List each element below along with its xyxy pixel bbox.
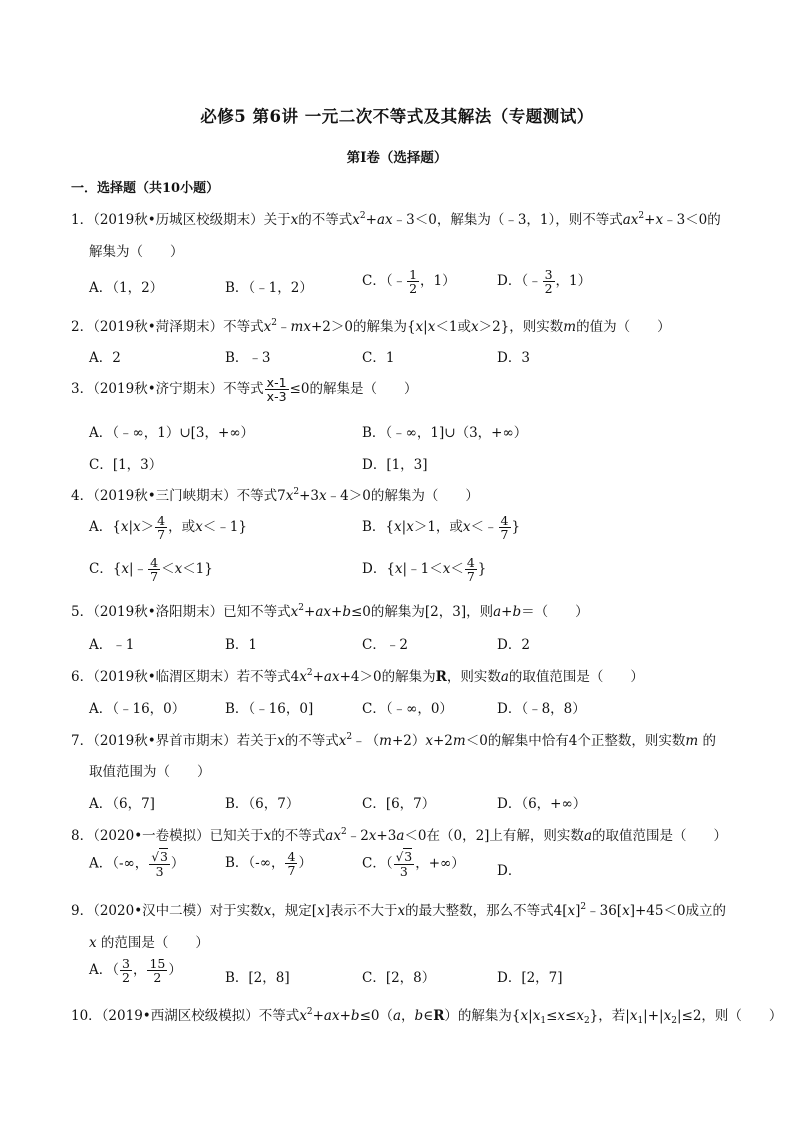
question-10: 10．（2019•西湖区校级模拟）不等式$x^2+ax+b\le 0(a$，b∈R）的解集为$\{x|x_1\le x\le x_2\}$，若$|x_1|+|x_2|\le 2$，则（ ） (71, 1007, 783, 1026)
q3-option-d[interactable]: D．[1，3] (362, 457, 428, 473)
q6-option-c[interactable]: C．（﹣∞，0） (362, 701, 453, 717)
q5-option-d[interactable]: D．2 (497, 637, 530, 653)
fraction: $\frac{4}{7}$ (466, 555, 475, 585)
q9-option-a[interactable]: A．（ $\frac{3}{2}$ ， $\frac{15}{2}$ ） (89, 956, 182, 986)
q5-option-c[interactable]: C．﹣2 (362, 637, 408, 653)
q1-option-a[interactable]: A．（1，2） (89, 280, 164, 296)
q8-option-c[interactable]: C．（ $\frac{√3}{3}$ ，+∞） (362, 849, 465, 879)
fraction: $\frac{15}{2}$ (149, 956, 166, 986)
question-5: 5．（2019秋•洛阳期末）已知不等式$x^2+ax+b\le 0$的解集为[2，3]，则a+b＝（ ） (71, 603, 589, 620)
question-1: 1．（2019秋•历城区校级期末）关于x的不等式$x^2+ax﹣3<0$，解集为（﹣3，1），则不等式$ax^2+x﹣3<0$的 (71, 211, 721, 228)
q7-option-d[interactable]: D．（6，+∞） (497, 796, 587, 812)
question-6: 6．（2019秋•临渭区期末）若不等式$4x^2+ax+4>0$的解集为R，则实数a的取值范围是（ ） (71, 668, 644, 685)
q2-option-a[interactable]: A．2 (89, 350, 121, 366)
q6-option-a[interactable]: A．（﹣16，0） (89, 701, 186, 717)
q3-option-c[interactable]: C．[1，3） (89, 457, 163, 473)
q7-option-b[interactable]: B．（6，7） (225, 796, 300, 812)
q9-option-c[interactable]: C．[2，8） (362, 970, 436, 986)
fraction: $\frac{√3}{3}$ (395, 849, 413, 879)
question-3: 3．（2019秋•济宁期末）不等式 $\frac{x-1}{x-3}$ ≤0的解集是（ ） (71, 375, 418, 405)
q4-option-c[interactable]: C．{x|﹣ $\frac{4}{7}$ ＜x＜1} (89, 555, 213, 585)
question-7: 7．（2019秋•界首市期末）若关于x的不等式$x^2﹣(m+2)x+2m<0$的解集中恰有4个正整数，则实数m 的 (71, 732, 717, 749)
q1-option-c[interactable]: C．（﹣ $\frac{1}{2}$ ，1） (362, 267, 456, 297)
fraction: $\frac{4}{7}$ (500, 513, 509, 543)
q4-option-a[interactable]: A．{x|x＞ $\frac{4}{7}$ ，或x＜﹣1} (89, 513, 247, 543)
question-1-line2: 解集为（ ） (89, 244, 184, 260)
q2-option-b[interactable]: B．﹣3 (225, 350, 271, 366)
q5-option-b[interactable]: B．1 (225, 637, 258, 653)
q4-option-d[interactable]: D．{x|﹣1＜x＜ $\frac{4}{7}$ } (362, 555, 487, 585)
q3-option-b[interactable]: B．（﹣∞，1]∪（3，+∞） (362, 425, 528, 441)
fraction: $\frac{√3}{3}$ (151, 849, 168, 879)
question-2: 2．（2019秋•菏泽期末）不等式$x^2﹣mx+2>0$的解集为{x|x＜1或x＞2}，则实数m的值为（ ） (71, 318, 671, 335)
section-heading: 一．选择题（共10小题） (71, 181, 220, 196)
question-9: 9．（2020•汉中二模）对于实数x，规定[x]表示不大于x的最大整数，那么不等式$4[x]^2﹣36[x]+45<0$成立的 (71, 902, 727, 919)
fraction: $\frac{1}{2}$ (409, 267, 418, 297)
fraction: $\frac{4}{7}$ (150, 555, 159, 585)
q4-option-b[interactable]: B．{x|x＞1，或x＜﹣ $\frac{4}{7}$ } (362, 513, 521, 543)
question-9-line2: x 的范围是（ ） (89, 935, 209, 951)
q7-option-c[interactable]: C．[6，7） (362, 796, 436, 812)
q8-option-b[interactable]: B．（-∞， $\frac{4}{7}$ ） (225, 849, 312, 879)
question-4: 4．（2019秋•三门峡期末）不等式$7x^2+3x﹣4>0$的解集为（ ） (71, 487, 479, 504)
q8-option-a[interactable]: A．（-∞， $\frac{√3}{3}$ ） (89, 849, 185, 879)
q3-option-a[interactable]: A．（﹣∞，1）∪[3，+∞） (89, 425, 255, 441)
q1-option-d[interactable]: D．（﹣ $\frac{3}{2}$ ，1） (497, 267, 592, 297)
q2-option-c[interactable]: C．1 (362, 350, 395, 366)
page-title: 必修5 第6讲 一元二次不等式及其解法（专题测试） (200, 107, 594, 126)
q2-option-d[interactable]: D．3 (497, 350, 530, 366)
q5-option-a[interactable]: A．﹣1 (89, 637, 135, 653)
q8-option-d[interactable]: D． (497, 863, 522, 879)
question-8: 8．（2020•一卷模拟）已知关于x的不等式$ax^2﹣2x+3a<0$在（0，2]上有解，则实数a的取值范围是（ ） (71, 827, 727, 844)
q6-option-d[interactable]: D．（﹣8，8） (497, 701, 586, 717)
fraction: $\frac{3}{2}$ (544, 267, 553, 297)
fraction: $\frac{4}{7}$ (157, 513, 166, 543)
q7-option-a[interactable]: A．（6，7] (89, 796, 155, 812)
fraction: $\frac{3}{2}$ (122, 956, 130, 986)
q1-option-b[interactable]: B．（﹣1，2） (225, 280, 313, 296)
q9-option-d[interactable]: D．[2，7] (497, 970, 563, 986)
q6-option-b[interactable]: B．（﹣16，0] (225, 701, 314, 717)
q9-option-b[interactable]: B．[2，8] (225, 970, 290, 986)
fraction: $\frac{x-1}{x-3}$ (266, 375, 287, 405)
volume-title: 第Ⅰ卷（选择题） (346, 150, 448, 166)
question-7-line2: 取值范围为（ ） (89, 764, 211, 780)
fraction: $\frac{4}{7}$ (287, 849, 296, 879)
